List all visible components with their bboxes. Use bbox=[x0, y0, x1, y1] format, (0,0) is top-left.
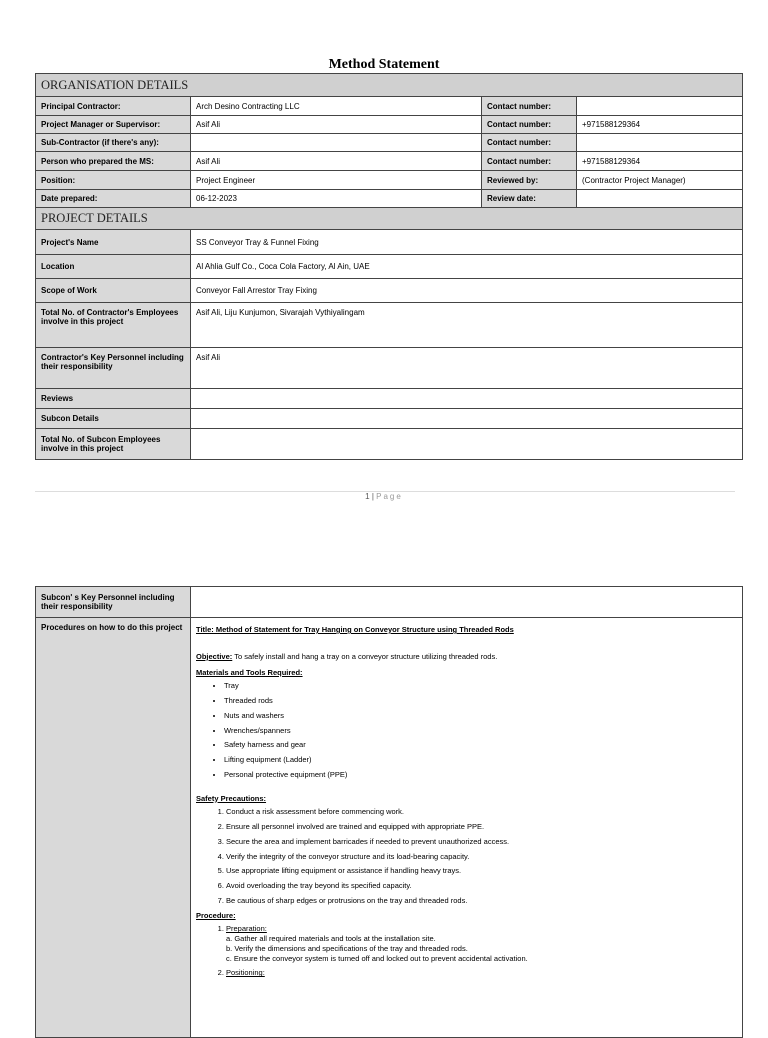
procedures-table bbox=[35, 586, 743, 1038]
project-label: Location bbox=[36, 255, 191, 279]
list-item: 7. Be cautious of sharp edges or protrusions on the tray and threaded rods. bbox=[226, 896, 737, 906]
org-label: Principal Contractor: bbox=[36, 97, 191, 116]
org-row bbox=[36, 152, 743, 171]
project-value bbox=[191, 409, 743, 429]
org-label: Sub-Contractor (if there's any): bbox=[36, 134, 191, 152]
project-value: SS Conveyor Tray & Funnel Fixing bbox=[191, 230, 743, 255]
project-label: Subcon Details bbox=[36, 409, 191, 429]
list-item: • Nuts and washers bbox=[224, 711, 737, 721]
subcon-row bbox=[36, 587, 743, 618]
project-value bbox=[191, 429, 743, 460]
procedures-row bbox=[36, 618, 743, 1038]
procedures-content bbox=[191, 618, 743, 1038]
org-value bbox=[191, 134, 482, 152]
org-label: Project Manager or Supervisor: bbox=[36, 116, 191, 134]
substep: a. Gather all required materials and tools at the installation site. bbox=[226, 934, 436, 943]
org-value: Project Engineer bbox=[191, 171, 482, 190]
org-value bbox=[577, 134, 743, 152]
project-value bbox=[191, 389, 743, 409]
materials-heading: Materials and Tools Required: bbox=[196, 667, 303, 677]
list-item bbox=[226, 924, 737, 963]
procedure-heading: Procedure: bbox=[196, 910, 236, 920]
project-value: Conveyor Fall Arrestor Tray Fixing bbox=[191, 279, 743, 303]
list-item: • Personal protective equipment (PPE) bbox=[224, 770, 737, 780]
org-value: (Contractor Project Manager) bbox=[577, 171, 743, 190]
project-row bbox=[36, 303, 743, 348]
project-row bbox=[36, 409, 743, 429]
org-value: Asif Ali bbox=[191, 116, 482, 134]
procedure-title: Title: Method of Statement for Tray Hanging on Conveyor Structure using Threaded Rods bbox=[196, 625, 514, 634]
organisation-heading: ORGANISATION DETAILS bbox=[36, 74, 743, 97]
project-value: Al Ahlia Gulf Co., Coca Cola Factory, Al Ain, UAE bbox=[191, 255, 743, 279]
org-value bbox=[577, 190, 743, 208]
list-item: 4. Verify the integrity of the conveyor structure and its load-bearing capacity. bbox=[226, 852, 737, 862]
list-item: • Tray bbox=[224, 681, 737, 691]
subcon-value bbox=[191, 587, 743, 618]
org-label: Contact number: bbox=[482, 116, 577, 134]
subcon-label: Subcon' s Key Personnel including their responsibility bbox=[36, 587, 191, 618]
project-label: Reviews bbox=[36, 389, 191, 409]
details-table bbox=[35, 73, 743, 460]
substep: b. Verify the dimensions and specifications of the tray and threaded rods. bbox=[226, 943, 468, 953]
org-label: Person who prepared the MS: bbox=[36, 152, 191, 171]
safety-list bbox=[196, 807, 737, 905]
procedure-list bbox=[196, 924, 737, 978]
procedures-label: Procedures on how to do this project bbox=[36, 618, 191, 1038]
org-label: Reviewed by: bbox=[482, 171, 577, 190]
page-number bbox=[0, 492, 768, 501]
list-item bbox=[226, 968, 737, 978]
page-word: Page bbox=[376, 492, 403, 501]
safety-heading: Safety Precautions: bbox=[196, 793, 267, 803]
substep: c. Ensure the conveyor system is turned off and locked out to prevent accidental activation. bbox=[226, 953, 528, 963]
list-item: 6. Avoid overloading the tray beyond its specified capacity. bbox=[226, 881, 737, 891]
page-number-separator: | bbox=[369, 492, 377, 501]
org-label: Contact number: bbox=[482, 134, 577, 152]
org-row bbox=[36, 171, 743, 190]
org-value bbox=[577, 97, 743, 116]
project-value: Asif Ali, Liju Kunjumon, Sivarajah Vythiyalingam bbox=[191, 303, 743, 348]
org-label: Contact number: bbox=[482, 152, 577, 171]
list-item: 5. Use appropriate lifting equipment or assistance if handling heavy trays. bbox=[226, 866, 737, 876]
project-label: Project's Name bbox=[36, 230, 191, 255]
step-substeps bbox=[226, 934, 737, 963]
org-value: Arch Desino Contracting LLC bbox=[191, 97, 482, 116]
list-item: • Safety harness and gear bbox=[224, 740, 737, 750]
org-row bbox=[36, 97, 743, 116]
org-label: Review date: bbox=[482, 190, 577, 208]
project-row bbox=[36, 230, 743, 255]
page-number-value: 1 bbox=[365, 492, 370, 501]
project-row bbox=[36, 348, 743, 389]
project-row bbox=[36, 279, 743, 303]
org-label: Position: bbox=[36, 171, 191, 190]
project-row bbox=[36, 429, 743, 460]
step-title: Positioning: bbox=[226, 968, 265, 978]
step-title: Preparation: bbox=[226, 924, 267, 934]
org-label: Contact number: bbox=[482, 97, 577, 116]
list-item: 1. Conduct a risk assessment before commencing work. bbox=[226, 807, 737, 817]
project-row bbox=[36, 389, 743, 409]
list-item: • Threaded rods bbox=[224, 696, 737, 706]
org-value: Asif Ali bbox=[191, 152, 482, 171]
org-label: Date prepared: bbox=[36, 190, 191, 208]
objective-text: To safely install and hang a tray on a conveyor structure utilizing threaded rods. bbox=[232, 651, 498, 661]
project-label: Total No. of Contractor's Employees involve in this project bbox=[36, 303, 191, 348]
org-row bbox=[36, 134, 743, 152]
materials-list bbox=[196, 681, 737, 779]
org-value: +971588129364 bbox=[577, 152, 743, 171]
project-label: Total No. of Subcon Employees involve in this project bbox=[36, 429, 191, 460]
project-label: Contractor's Key Personnel including their responsibility bbox=[36, 348, 191, 389]
project-label: Scope of Work bbox=[36, 279, 191, 303]
list-item: 2. Ensure all personnel involved are trained and equipped with appropriate PPE. bbox=[226, 822, 737, 832]
org-value: 06-12-2023 bbox=[191, 190, 482, 208]
document-title: Method Statement bbox=[328, 57, 440, 72]
list-item: 3. Secure the area and implement barricades if needed to prevent unauthorized access. bbox=[226, 837, 737, 847]
list-item: • Wrenches/spanners bbox=[224, 726, 737, 736]
project-value: Asif Ali bbox=[191, 348, 743, 389]
objective bbox=[196, 652, 737, 662]
project-row bbox=[36, 255, 743, 279]
project-heading: PROJECT DETAILS bbox=[36, 208, 743, 230]
org-row bbox=[36, 116, 743, 134]
list-item: • Lifting equipment (Ladder) bbox=[224, 755, 737, 765]
org-row bbox=[36, 190, 743, 208]
objective-label: Objective: bbox=[196, 651, 233, 661]
org-value: +971588129364 bbox=[577, 116, 743, 134]
